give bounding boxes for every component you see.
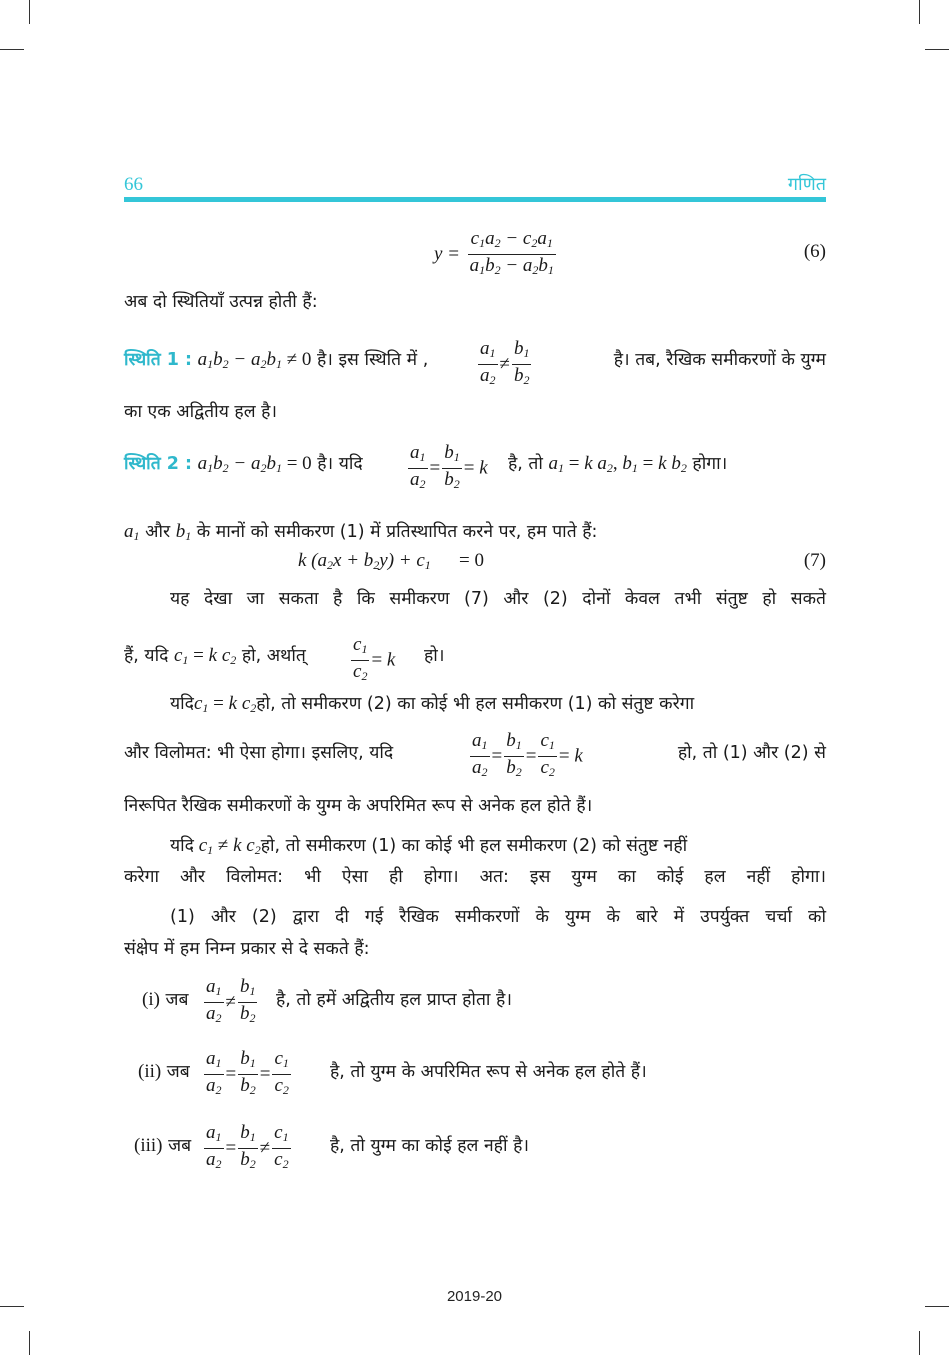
summary-num: (i)	[142, 989, 160, 1010]
crop-mark	[0, 1306, 24, 1307]
subst-text-a: और	[145, 522, 171, 542]
summary-num: (iii)	[134, 1135, 163, 1156]
crop-mark	[925, 49, 949, 50]
crop-mark	[29, 0, 30, 24]
crop-mark	[919, 0, 920, 24]
page-footer-year: 2019-20	[446, 1288, 503, 1305]
case1-label: स्थिति 1 :	[124, 350, 193, 370]
subject-title: गणित	[787, 174, 826, 195]
para3-line1: यदि $c_1 \ne k$ $c_2हो$, तो समीकरण (1) का कोई भी हल समीकरण (2) को संतुष्ट नहीं	[170, 835, 688, 857]
para2-line2-a: और विलोमत: भी ऐसा होगा। इसलिए, यदि	[124, 743, 394, 763]
summary-when: जब	[165, 990, 189, 1010]
summary-result: है, तो युग्म का कोई हल नहीं है।	[330, 1136, 529, 1156]
case1-text-b: है। तब, रैखिक समीकरणों के युग्म	[613, 350, 826, 370]
para2-line3: निरूपित रैखिक समीकरणों के युग्म के अपरिमित रूप से अनेक हल होते हैं।	[124, 796, 593, 816]
page-number: 66	[124, 174, 143, 195]
summary-result: है, तो हमें अद्वितीय हल प्राप्त होता है।	[276, 990, 512, 1010]
intro-text: अब दो स्थितियाँ उत्पन्न होती हैं:	[124, 292, 318, 312]
para4-line2: संक्षेप में हम निम्न प्रकार से दे सकते हैं:	[124, 939, 370, 959]
case1-text-a: है। इस स्थिति में ,	[316, 350, 429, 370]
case1-line: स्थिति 1 : $a_1b_2 - a_2b_1 \ne 0$ है। इस स्थिति में , $\frac{a_1}{a_2}$ ≠ $\frac{b_1}{b_2}$ है। तब, रैखिक समीकरणों के युग्म	[124, 338, 826, 388]
crop-mark	[0, 49, 24, 50]
para4-line1: (1) और (2) द्वारा दी गई रैखिक समीकरणों के युग्म के बारे में उपर्युक्त चर्चा को	[170, 907, 826, 927]
case2-text-a: है। यदि	[317, 454, 363, 474]
para3-line1-a: यदि	[170, 836, 194, 856]
para3-line2: करेगा और विलोमत: भी ऐसा ही होगा। अत: इस युग्म का कोई हल नहीं होगा।	[124, 867, 826, 887]
para2-line1-b: हो, तो समीकरण (2) का कोई भी हल समीकरण (1) को संतुष्ट करेगा	[256, 694, 695, 714]
para1-line2-c: हो।	[424, 646, 445, 666]
summary-item-3: (iii) जब $\frac{a_1}{a_2}$ = $\frac{b_1}{b_2}$ ≠ $\frac{c_1}{c_2}$ है, तो युग्म का कोई हल नहीं है।	[134, 1122, 529, 1171]
case2-ratio: $\frac{a_1}{a_2}$ = $\frac{b_1}{b_2}$ = k	[410, 442, 488, 491]
equation-6	[124, 228, 826, 280]
summary-item-2: (ii) जब $\frac{a_1}{a_2}$ = $\frac{b_1}{b_2}$ = $\frac{c_1}{c_2}$ है, तो युग्म के अपरिमित रूप से अनेक हल होते हैं।	[138, 1048, 647, 1097]
summary-result: है, तो युग्म के अपरिमित रूप से अनेक हल होते हैं।	[330, 1062, 647, 1082]
case1-continuation: का एक अद्वितीय हल है।	[124, 402, 278, 422]
eq6-fraction: $\frac{c_1a_2 - c_2a_1}{a_1b_2 - a_2b_1}$	[469, 228, 554, 277]
summary-item-1: (i) जब $\frac{a_1}{a_2}$ ≠ $\frac{b_1}{b_2}$ है, तो हमें अद्वितीय हल प्राप्त होता है।	[142, 976, 512, 1025]
crop-mark	[919, 1331, 920, 1355]
case2-label: स्थिति 2 :	[124, 454, 193, 474]
para3-line1-b: हो, तो समीकरण (1) का कोई भी हल समीकरण (2) को संतुष्ट नहीं	[260, 836, 688, 856]
substitution-line: $a_1$ और $b_1$ के मानों को समीकरण (1) में प्रतिस्थापित करने पर, हम पाते हैं:	[124, 521, 598, 543]
para1-line2: हैं, यदि $c_1 = k$ $c_2$ हो, अर्थात् $\frac{c_1}{c_2}$ = k हो।	[124, 634, 826, 684]
case2-text-b: है, तो	[508, 454, 543, 474]
para1-line1: यह देखा जा सकता है कि समीकरण (7) और (2) दोनों केवल तभी संतुष्ट हो सकते	[170, 589, 826, 609]
para2-line1: $यदिc_1 = k$ $c_2हो$, तो समीकरण (2) का कोई भी हल समीकरण (1) को संतुष्ट करेगा	[170, 693, 695, 715]
para1-line2-b: हो, अर्थात्	[241, 646, 306, 666]
eq7-number: (7)	[803, 550, 826, 571]
para2-line2-b: हो, तो (1) और (2) से	[677, 743, 826, 763]
page-header	[124, 168, 826, 198]
crop-mark	[925, 1306, 949, 1307]
eq6-lhs: y =	[434, 243, 461, 265]
subst-text-b: के मानों को समीकरण (1) में प्रतिस्थापित करने पर, हम पाते हैं:	[196, 522, 598, 542]
case1-ratio: $\frac{a_1}{a_2}$ ≠ $\frac{b_1}{b_2}$	[480, 338, 530, 387]
summary-when: जब	[166, 1062, 190, 1082]
para1-line2-a: हैं, यदि	[124, 646, 169, 666]
eq6-number: (6)	[803, 241, 826, 262]
header-rule	[124, 197, 826, 202]
para2-line1-a: यदि	[170, 694, 194, 714]
crop-mark	[29, 1331, 30, 1355]
para2-line2	[124, 730, 826, 782]
case2-line: स्थिति 2 : $a_1b_2 - a_2b_1 = 0$ है। यदि $\frac{a_1}{a_2}$ = $\frac{b_1}{b_2}$ = k है, तो $a_1 = k$ $a_2$, $b_1 = k$ $b_2$ होगा।	[124, 442, 826, 492]
c-ratio: $\frac{c_1}{c_2}$ = k	[353, 634, 396, 683]
summary-when: जब	[168, 1136, 192, 1156]
summary-num: (ii)	[138, 1061, 162, 1082]
full-ratio: $\frac{a_1}{a_2}$ = $\frac{b_1}{b_2}$ = $\frac{c_1}{c_2}$ = k	[472, 730, 583, 779]
case2-text-c: होगा।	[692, 454, 728, 474]
